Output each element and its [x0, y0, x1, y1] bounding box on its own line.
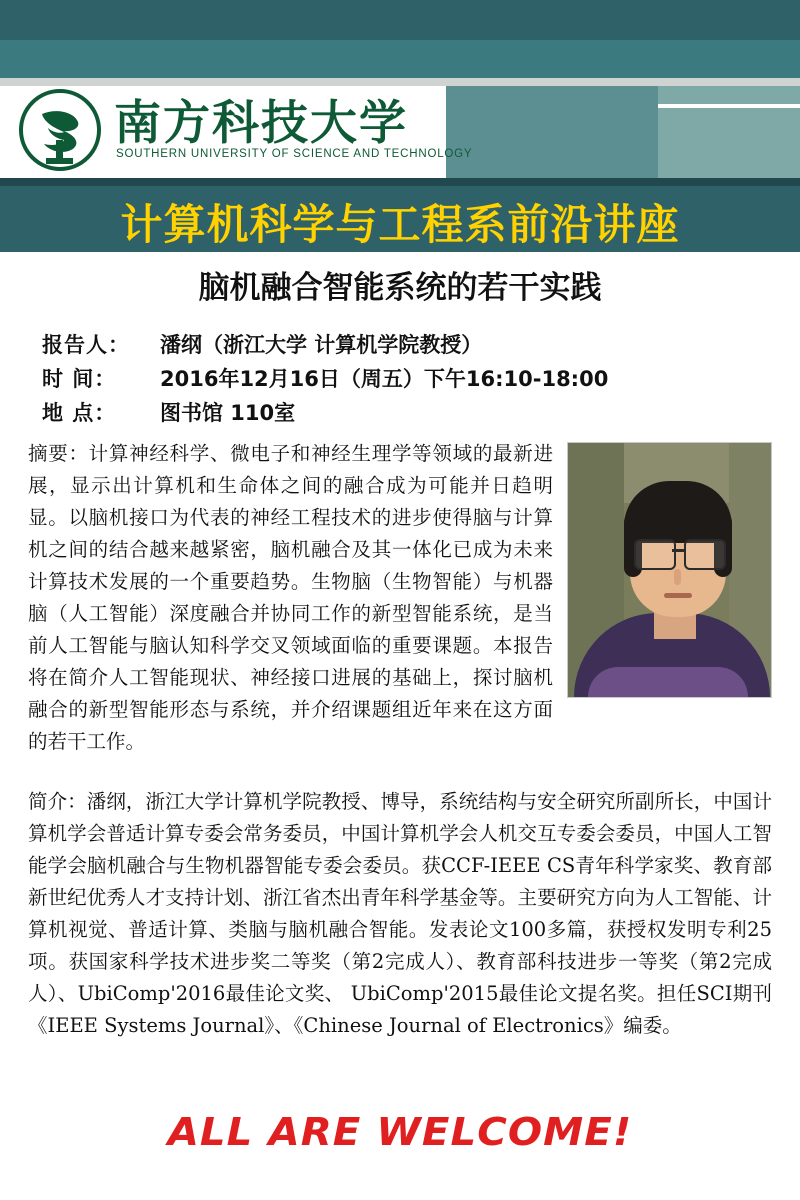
abstract-section	[28, 438, 772, 758]
header-band-dark	[0, 0, 800, 40]
page-title: 计算机科学与工程系前沿讲座	[120, 200, 680, 249]
info-value-speaker: 潘纲（浙江大学 计算机学院教授）	[160, 333, 483, 357]
page-subtitle: 脑机融合智能系统的若干实践	[198, 270, 602, 306]
header-stripe-white	[658, 104, 800, 108]
info-label-speaker: 报告人：	[42, 333, 130, 357]
university-logo	[18, 88, 473, 174]
info-row-location	[42, 398, 772, 428]
logo-chinese-name: 南方科技大学	[114, 96, 408, 151]
header-block-mid	[446, 86, 658, 178]
info-label-time: 时 间：	[42, 367, 117, 391]
header-band-teal	[0, 40, 800, 78]
speaker-portrait	[567, 442, 772, 698]
abstract-text: 摘要：计算神经科学、微电子和神经生理学等领域的最新进展，显示出计算机和生命体之间的融合成为可能并日趋明显。以脑机接口为代表的神经工程技术的进步使得脑与计算机之间的结合越来越紧密，脑机融合及其一体化已成为未来计算技术发展的一个重要趋势。生物脑（生物智能）与机器脑（人工智能）深度融合并协同工作的新型智能系统，是当前人工智能与脑认知科学交叉领域面临的重要课题。本报告将在简介人工智能现状、神经接口进展的基础上，探讨脑机融合的新型智能形态与系统，并介绍课题组近年来在这方面的若干工作。	[28, 442, 553, 753]
logo-english-name: SOUTHERN UNIVERSITY OF SCIENCE AND TECHNOLOGY	[116, 148, 473, 160]
info-row-speaker	[42, 330, 772, 360]
biography-text: 简介：潘纲，浙江大学计算机学院教授、博导，系统结构与安全研究所副所长，中国计算机学会普适计算专委会常务委员，中国计算机学会人机交互专委会委员，中国人工智能学会脑机融合与生物机器智能专委会委员。获CCF-IEEE CS青年科学家奖、教育部新世纪优秀人才支持计划、浙江省杰出青年科学基金等。主要研究方向为人工智能、计算机视觉、普适计算、类脑与脑机融合智能。发表论文100多篇，获授权发明专利25项。获国家科学技术进步奖二等奖（第2完成人）、教育部科技进步一等奖（第2完成人）、UbiComp'2016最佳论文奖、 UbiComp'2015最佳论文提名奖。担任SCI期刊《IEEE Systems Journal》、《Chinese Journal of Electronics》编委。	[28, 790, 772, 1037]
header-block-right	[658, 86, 800, 178]
welcome-banner: ALL ARE WELCOME!	[167, 1110, 633, 1154]
info-value-location: 图书馆 110室	[160, 401, 296, 425]
info-value-time: 2016年12月16日（周五）下午16:10-18:00	[160, 367, 609, 391]
university-emblem-icon	[18, 88, 102, 172]
header-band-bottom	[0, 178, 800, 186]
biography-section	[28, 786, 772, 1042]
event-info	[42, 330, 772, 432]
header-band-grey	[0, 78, 800, 86]
info-row-time	[42, 364, 772, 394]
info-label-location: 地 点：	[42, 401, 117, 425]
